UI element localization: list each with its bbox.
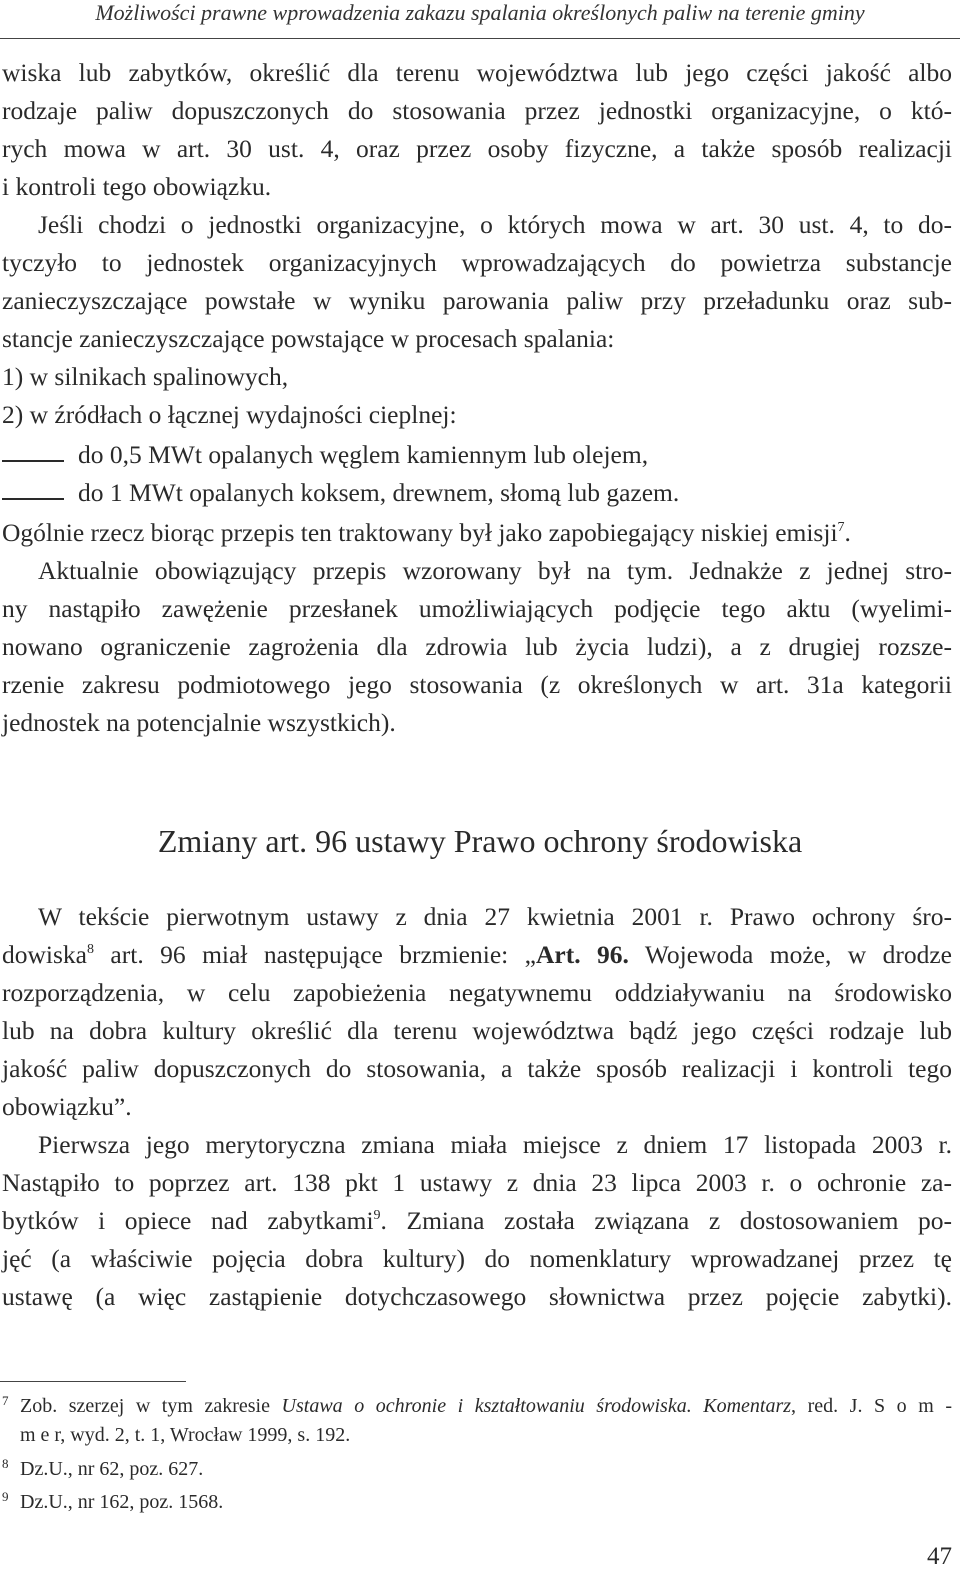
text-line: lub na dobra kultury określić dla terenu województwa bądź jego części rodzaje lub — [2, 1016, 952, 1045]
em-dash-mark — [2, 498, 64, 500]
footnote-number: 8 — [2, 1456, 9, 1471]
cited-title: Ustawa o ochronie i kształtowaniu środowiska. Komentarz — [281, 1395, 792, 1417]
text-line: Jeśli chodzi o jednostki organizacyjne, o których mowa w art. 30 ust. 4, to do- — [38, 210, 952, 239]
text-span: Zob. szerzej w tym zakresie — [20, 1395, 282, 1417]
text-line — [2, 518, 952, 548]
list-item: 1) w silnikach spalinowych, — [2, 362, 289, 391]
text-line: rozporządzenia, w celu zapobieżenia negatywnemu oddziaływaniu na środowisko — [2, 978, 952, 1007]
footnote-text: Dz.U., nr 162, poz. 1568. — [20, 1491, 224, 1513]
header-divider — [0, 38, 960, 39]
dash-list-item: do 0,5 MWt opalanych węglem kamiennym lub olejem, — [78, 440, 649, 469]
text-span: , red. J. S o m - — [791, 1395, 952, 1417]
footnote-divider — [0, 1381, 186, 1382]
text-line: jednostek na potencjalnie wszystkich). — [2, 708, 396, 737]
text-line — [2, 940, 952, 970]
text-line: stancje zanieczyszczające powstające w procesach spalania: — [2, 324, 615, 353]
text-line: nowano ograniczenie zagrożenia dla zdrowia lub życia ludzi), a z drugiej rozsze- — [2, 632, 952, 661]
section-heading: Zmiany art. 96 ustawy Prawo ochrony środowiska — [157, 823, 803, 859]
text-span: dowiska — [2, 940, 87, 969]
footnote-number: 9 — [2, 1489, 9, 1504]
footnote-text: Dz.U., nr 62, poz. 627. — [20, 1458, 204, 1480]
text-span: bytków i opiece nad zabytkami — [2, 1206, 374, 1235]
text-line: ny nastąpiło zawężenie przesłanek umożliwiających podjęcie tego aktu (wyelimi- — [2, 594, 952, 623]
text-line: tyczyło to jednostek organizacyjnych wprowadzających do powietrza substancje — [2, 248, 952, 277]
text-line: Pierwsza jego merytoryczna zmiana miała miejsce z dniem 17 listopada 2003 r. — [38, 1130, 952, 1159]
footnote-number: 7 — [2, 1393, 9, 1408]
list-item: 2) w źródłach o łącznej wydajności cieplnej: — [2, 400, 457, 429]
text-line: obowiązku”. — [2, 1092, 132, 1121]
text-span: Wojewoda może, w drodze — [628, 940, 953, 969]
text-line: rych mowa w art. 30 ust. 4, oraz przez osoby fizyczne, a także sposób realizacji — [2, 134, 952, 163]
text-line: rzenie zakresu podmiotowego jego stosowania (z określonych w art. 31a kategorii — [2, 670, 952, 699]
text-line: wiska lub zabytków, określić dla terenu województwa lub jego części jakość albo — [2, 58, 952, 87]
footnote-ref: 9 — [373, 1208, 381, 1223]
page-number: 47 — [927, 1543, 952, 1570]
text-line: jęć (a właściwie pojęcia dobra kultury) do nomenklatury wprowadzanej przez tę — [2, 1244, 952, 1273]
text-span: art. 96 miał następujące brzmienie: „ — [94, 940, 536, 969]
text-span: Ogólnie rzecz biorąc przepis ten traktowany był jako zapobiegający niskiej emisji — [2, 518, 838, 547]
dash-list-item: do 1 MWt opalanych koksem, drewnem, słomą lub gazem. — [78, 478, 680, 507]
text-span: . — [844, 518, 851, 547]
text-line: Aktualnie obowiązujący przepis wzorowany był na tym. Jednakże z jednej stro- — [38, 556, 952, 585]
text-span: . Zmiana została związana z dostosowaniem po- — [380, 1206, 952, 1235]
text-line: i kontroli tego obowiązku. — [2, 172, 272, 201]
text-line: W tekście pierwotnym ustawy z dnia 27 kwietnia 2001 r. Prawo ochrony śro- — [38, 902, 952, 931]
footnote-ref: 8 — [87, 942, 94, 957]
footnote-ref: 7 — [837, 520, 845, 535]
text-line: rodzaje paliw dopuszczonych do stosowania przez jednostki organizacyjne, o któ- — [2, 96, 952, 125]
text-line: zanieczyszczające powstałe w wyniku parowania paliw przy przeładunku oraz sub- — [2, 286, 952, 315]
em-dash-mark — [2, 460, 64, 462]
article-label: Art. 96. — [536, 940, 629, 969]
footnote-text: m e r, wyd. 2, t. 1, Wrocław 1999, s. 192. — [20, 1424, 351, 1446]
text-line: Nastąpiło to poprzez art. 138 pkt 1 ustawy z dnia 23 lipca 2003 r. o ochronie za- — [2, 1168, 952, 1197]
footnote-text — [20, 1394, 952, 1418]
running-header: Możliwości prawne wprowadzenia zakazu spalania określonych paliw na terenie gminy — [95, 0, 865, 25]
text-line — [2, 1206, 952, 1236]
text-line: jakość paliw dopuszczonych do stosowania, a także sposób realizacji i kontroli tego — [2, 1054, 952, 1083]
text-line: ustawę (a więc zastąpienie dotychczasowego słownictwa przez pojęcie zabytki). — [2, 1282, 952, 1311]
